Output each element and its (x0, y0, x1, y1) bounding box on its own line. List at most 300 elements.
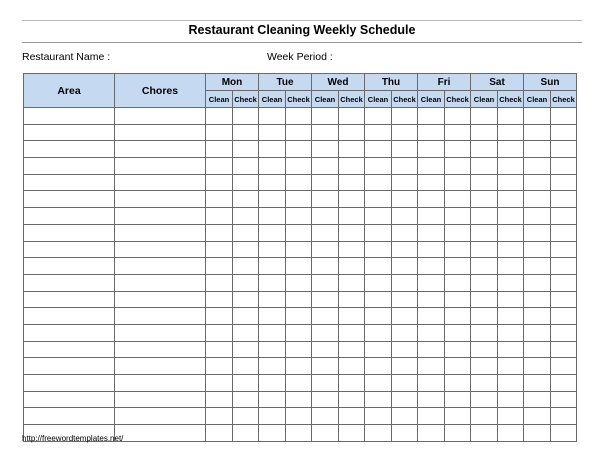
check-cell[interactable] (392, 124, 418, 141)
check-cell[interactable] (498, 308, 524, 325)
check-cell[interactable] (445, 324, 471, 341)
area-cell[interactable] (24, 408, 115, 425)
check-cell[interactable] (445, 141, 471, 158)
clean-cell[interactable] (524, 241, 551, 258)
clean-cell[interactable] (259, 141, 286, 158)
check-cell[interactable] (445, 358, 471, 375)
check-cell[interactable] (339, 425, 365, 442)
clean-cell[interactable] (206, 291, 233, 308)
clean-cell[interactable] (471, 274, 498, 291)
check-cell[interactable] (339, 341, 365, 358)
check-cell[interactable] (233, 375, 259, 392)
clean-cell[interactable] (471, 291, 498, 308)
clean-cell[interactable] (312, 391, 339, 408)
clean-cell[interactable] (259, 208, 286, 225)
check-cell[interactable] (551, 158, 577, 175)
clean-cell[interactable] (259, 391, 286, 408)
clean-cell[interactable] (312, 191, 339, 208)
area-cell[interactable] (24, 191, 115, 208)
clean-cell[interactable] (524, 141, 551, 158)
area-cell[interactable] (24, 291, 115, 308)
check-cell[interactable] (445, 291, 471, 308)
check-cell[interactable] (445, 241, 471, 258)
clean-cell[interactable] (418, 241, 445, 258)
chores-cell[interactable] (115, 241, 206, 258)
check-cell[interactable] (392, 191, 418, 208)
check-cell[interactable] (551, 308, 577, 325)
clean-cell[interactable] (471, 358, 498, 375)
clean-cell[interactable] (471, 208, 498, 225)
check-cell[interactable] (551, 408, 577, 425)
clean-cell[interactable] (259, 324, 286, 341)
chores-cell[interactable] (115, 258, 206, 275)
clean-cell[interactable] (365, 174, 392, 191)
clean-cell[interactable] (471, 258, 498, 275)
clean-cell[interactable] (418, 324, 445, 341)
clean-cell[interactable] (524, 174, 551, 191)
clean-cell[interactable] (471, 308, 498, 325)
check-cell[interactable] (551, 141, 577, 158)
check-cell[interactable] (498, 258, 524, 275)
check-cell[interactable] (339, 224, 365, 241)
clean-cell[interactable] (259, 291, 286, 308)
check-cell[interactable] (498, 108, 524, 125)
check-cell[interactable] (445, 341, 471, 358)
check-cell[interactable] (392, 324, 418, 341)
chores-cell[interactable] (115, 308, 206, 325)
check-cell[interactable] (445, 308, 471, 325)
check-cell[interactable] (551, 191, 577, 208)
clean-cell[interactable] (418, 358, 445, 375)
clean-cell[interactable] (206, 391, 233, 408)
clean-cell[interactable] (206, 375, 233, 392)
check-cell[interactable] (392, 208, 418, 225)
check-cell[interactable] (498, 174, 524, 191)
clean-cell[interactable] (365, 224, 392, 241)
check-cell[interactable] (551, 375, 577, 392)
check-cell[interactable] (498, 408, 524, 425)
clean-cell[interactable] (365, 241, 392, 258)
clean-cell[interactable] (312, 108, 339, 125)
check-cell[interactable] (551, 274, 577, 291)
chores-cell[interactable] (115, 358, 206, 375)
check-cell[interactable] (498, 375, 524, 392)
clean-cell[interactable] (418, 141, 445, 158)
clean-cell[interactable] (365, 358, 392, 375)
clean-cell[interactable] (418, 425, 445, 442)
clean-cell[interactable] (524, 124, 551, 141)
clean-cell[interactable] (312, 141, 339, 158)
check-cell[interactable] (445, 224, 471, 241)
clean-cell[interactable] (206, 224, 233, 241)
clean-cell[interactable] (365, 391, 392, 408)
clean-cell[interactable] (312, 224, 339, 241)
clean-cell[interactable] (259, 241, 286, 258)
area-cell[interactable] (24, 224, 115, 241)
clean-cell[interactable] (524, 391, 551, 408)
clean-cell[interactable] (206, 324, 233, 341)
check-cell[interactable] (392, 308, 418, 325)
check-cell[interactable] (445, 208, 471, 225)
chores-cell[interactable] (115, 324, 206, 341)
clean-cell[interactable] (312, 274, 339, 291)
check-cell[interactable] (445, 258, 471, 275)
check-cell[interactable] (498, 391, 524, 408)
clean-cell[interactable] (206, 141, 233, 158)
clean-cell[interactable] (524, 274, 551, 291)
check-cell[interactable] (286, 158, 312, 175)
check-cell[interactable] (339, 291, 365, 308)
check-cell[interactable] (233, 224, 259, 241)
clean-cell[interactable] (524, 291, 551, 308)
clean-cell[interactable] (524, 358, 551, 375)
clean-cell[interactable] (206, 274, 233, 291)
check-cell[interactable] (498, 224, 524, 241)
clean-cell[interactable] (206, 341, 233, 358)
clean-cell[interactable] (259, 341, 286, 358)
check-cell[interactable] (286, 391, 312, 408)
clean-cell[interactable] (312, 124, 339, 141)
check-cell[interactable] (233, 341, 259, 358)
area-cell[interactable] (24, 208, 115, 225)
check-cell[interactable] (339, 158, 365, 175)
check-cell[interactable] (392, 174, 418, 191)
check-cell[interactable] (498, 141, 524, 158)
check-cell[interactable] (339, 241, 365, 258)
check-cell[interactable] (339, 208, 365, 225)
chores-cell[interactable] (115, 191, 206, 208)
check-cell[interactable] (551, 174, 577, 191)
clean-cell[interactable] (365, 324, 392, 341)
clean-cell[interactable] (365, 108, 392, 125)
clean-cell[interactable] (259, 224, 286, 241)
area-cell[interactable] (24, 308, 115, 325)
check-cell[interactable] (551, 208, 577, 225)
clean-cell[interactable] (471, 375, 498, 392)
check-cell[interactable] (339, 375, 365, 392)
check-cell[interactable] (339, 308, 365, 325)
clean-cell[interactable] (471, 391, 498, 408)
check-cell[interactable] (445, 274, 471, 291)
clean-cell[interactable] (259, 375, 286, 392)
clean-cell[interactable] (206, 108, 233, 125)
check-cell[interactable] (392, 258, 418, 275)
clean-cell[interactable] (365, 291, 392, 308)
clean-cell[interactable] (365, 274, 392, 291)
clean-cell[interactable] (312, 174, 339, 191)
clean-cell[interactable] (418, 274, 445, 291)
chores-cell[interactable] (115, 425, 206, 442)
check-cell[interactable] (498, 124, 524, 141)
check-cell[interactable] (551, 108, 577, 125)
clean-cell[interactable] (259, 108, 286, 125)
check-cell[interactable] (286, 358, 312, 375)
area-cell[interactable] (24, 324, 115, 341)
check-cell[interactable] (233, 274, 259, 291)
check-cell[interactable] (233, 158, 259, 175)
check-cell[interactable] (286, 375, 312, 392)
check-cell[interactable] (286, 291, 312, 308)
check-cell[interactable] (286, 408, 312, 425)
check-cell[interactable] (286, 141, 312, 158)
check-cell[interactable] (286, 191, 312, 208)
clean-cell[interactable] (312, 208, 339, 225)
check-cell[interactable] (445, 108, 471, 125)
clean-cell[interactable] (524, 375, 551, 392)
clean-cell[interactable] (471, 408, 498, 425)
check-cell[interactable] (445, 375, 471, 392)
chores-cell[interactable] (115, 341, 206, 358)
clean-cell[interactable] (259, 408, 286, 425)
chores-cell[interactable] (115, 408, 206, 425)
check-cell[interactable] (339, 408, 365, 425)
check-cell[interactable] (498, 191, 524, 208)
check-cell[interactable] (233, 241, 259, 258)
clean-cell[interactable] (471, 191, 498, 208)
clean-cell[interactable] (259, 308, 286, 325)
clean-cell[interactable] (418, 291, 445, 308)
clean-cell[interactable] (312, 425, 339, 442)
check-cell[interactable] (392, 408, 418, 425)
check-cell[interactable] (498, 208, 524, 225)
check-cell[interactable] (445, 408, 471, 425)
clean-cell[interactable] (471, 124, 498, 141)
area-cell[interactable] (24, 174, 115, 191)
area-cell[interactable] (24, 141, 115, 158)
clean-cell[interactable] (524, 308, 551, 325)
check-cell[interactable] (286, 258, 312, 275)
clean-cell[interactable] (471, 158, 498, 175)
check-cell[interactable] (286, 208, 312, 225)
clean-cell[interactable] (524, 408, 551, 425)
check-cell[interactable] (233, 425, 259, 442)
clean-cell[interactable] (206, 191, 233, 208)
check-cell[interactable] (551, 224, 577, 241)
clean-cell[interactable] (524, 324, 551, 341)
check-cell[interactable] (286, 224, 312, 241)
clean-cell[interactable] (524, 158, 551, 175)
clean-cell[interactable] (312, 258, 339, 275)
clean-cell[interactable] (206, 124, 233, 141)
chores-cell[interactable] (115, 174, 206, 191)
clean-cell[interactable] (206, 358, 233, 375)
check-cell[interactable] (233, 174, 259, 191)
check-cell[interactable] (551, 241, 577, 258)
area-cell[interactable] (24, 341, 115, 358)
area-cell[interactable] (24, 241, 115, 258)
check-cell[interactable] (551, 291, 577, 308)
check-cell[interactable] (286, 425, 312, 442)
chores-cell[interactable] (115, 274, 206, 291)
clean-cell[interactable] (418, 124, 445, 141)
clean-cell[interactable] (471, 108, 498, 125)
area-cell[interactable] (24, 108, 115, 125)
check-cell[interactable] (233, 124, 259, 141)
check-cell[interactable] (286, 124, 312, 141)
clean-cell[interactable] (524, 208, 551, 225)
check-cell[interactable] (339, 191, 365, 208)
check-cell[interactable] (392, 358, 418, 375)
check-cell[interactable] (286, 241, 312, 258)
area-cell[interactable] (24, 358, 115, 375)
check-cell[interactable] (233, 408, 259, 425)
clean-cell[interactable] (259, 174, 286, 191)
clean-cell[interactable] (259, 158, 286, 175)
clean-cell[interactable] (312, 408, 339, 425)
check-cell[interactable] (392, 375, 418, 392)
check-cell[interactable] (339, 108, 365, 125)
clean-cell[interactable] (418, 391, 445, 408)
check-cell[interactable] (445, 391, 471, 408)
clean-cell[interactable] (312, 291, 339, 308)
check-cell[interactable] (339, 174, 365, 191)
check-cell[interactable] (392, 141, 418, 158)
check-cell[interactable] (498, 274, 524, 291)
check-cell[interactable] (233, 208, 259, 225)
check-cell[interactable] (286, 274, 312, 291)
clean-cell[interactable] (418, 408, 445, 425)
area-cell[interactable] (24, 124, 115, 141)
check-cell[interactable] (286, 174, 312, 191)
area-cell[interactable] (24, 158, 115, 175)
check-cell[interactable] (498, 291, 524, 308)
clean-cell[interactable] (206, 258, 233, 275)
check-cell[interactable] (339, 358, 365, 375)
clean-cell[interactable] (524, 258, 551, 275)
clean-cell[interactable] (471, 341, 498, 358)
clean-cell[interactable] (259, 124, 286, 141)
check-cell[interactable] (551, 324, 577, 341)
clean-cell[interactable] (524, 191, 551, 208)
check-cell[interactable] (551, 258, 577, 275)
clean-cell[interactable] (418, 375, 445, 392)
check-cell[interactable] (392, 291, 418, 308)
check-cell[interactable] (233, 258, 259, 275)
check-cell[interactable] (498, 341, 524, 358)
clean-cell[interactable] (365, 141, 392, 158)
check-cell[interactable] (445, 158, 471, 175)
clean-cell[interactable] (259, 274, 286, 291)
check-cell[interactable] (233, 308, 259, 325)
check-cell[interactable] (392, 341, 418, 358)
clean-cell[interactable] (418, 224, 445, 241)
clean-cell[interactable] (259, 425, 286, 442)
check-cell[interactable] (286, 324, 312, 341)
clean-cell[interactable] (259, 191, 286, 208)
check-cell[interactable] (233, 324, 259, 341)
area-cell[interactable] (24, 391, 115, 408)
clean-cell[interactable] (312, 358, 339, 375)
clean-cell[interactable] (418, 208, 445, 225)
chores-cell[interactable] (115, 141, 206, 158)
clean-cell[interactable] (206, 241, 233, 258)
clean-cell[interactable] (365, 191, 392, 208)
clean-cell[interactable] (524, 341, 551, 358)
clean-cell[interactable] (312, 375, 339, 392)
chores-cell[interactable] (115, 108, 206, 125)
clean-cell[interactable] (312, 324, 339, 341)
footer-url[interactable]: http://freewordtemplates.net/ (22, 434, 124, 443)
check-cell[interactable] (233, 141, 259, 158)
chores-cell[interactable] (115, 158, 206, 175)
clean-cell[interactable] (471, 241, 498, 258)
clean-cell[interactable] (365, 375, 392, 392)
check-cell[interactable] (392, 391, 418, 408)
clean-cell[interactable] (365, 208, 392, 225)
clean-cell[interactable] (206, 208, 233, 225)
check-cell[interactable] (233, 291, 259, 308)
clean-cell[interactable] (206, 158, 233, 175)
check-cell[interactable] (392, 158, 418, 175)
check-cell[interactable] (498, 241, 524, 258)
clean-cell[interactable] (206, 408, 233, 425)
check-cell[interactable] (286, 341, 312, 358)
check-cell[interactable] (339, 391, 365, 408)
clean-cell[interactable] (418, 258, 445, 275)
clean-cell[interactable] (206, 174, 233, 191)
chores-cell[interactable] (115, 391, 206, 408)
check-cell[interactable] (498, 358, 524, 375)
clean-cell[interactable] (524, 425, 551, 442)
area-cell[interactable] (24, 274, 115, 291)
check-cell[interactable] (339, 324, 365, 341)
clean-cell[interactable] (418, 191, 445, 208)
check-cell[interactable] (339, 124, 365, 141)
clean-cell[interactable] (365, 308, 392, 325)
check-cell[interactable] (445, 191, 471, 208)
check-cell[interactable] (286, 308, 312, 325)
clean-cell[interactable] (365, 158, 392, 175)
clean-cell[interactable] (312, 308, 339, 325)
check-cell[interactable] (445, 425, 471, 442)
chores-cell[interactable] (115, 208, 206, 225)
check-cell[interactable] (286, 108, 312, 125)
check-cell[interactable] (551, 358, 577, 375)
clean-cell[interactable] (365, 258, 392, 275)
clean-cell[interactable] (365, 341, 392, 358)
check-cell[interactable] (233, 358, 259, 375)
check-cell[interactable] (551, 341, 577, 358)
check-cell[interactable] (392, 425, 418, 442)
clean-cell[interactable] (312, 341, 339, 358)
check-cell[interactable] (445, 124, 471, 141)
check-cell[interactable] (339, 258, 365, 275)
check-cell[interactable] (498, 158, 524, 175)
clean-cell[interactable] (312, 241, 339, 258)
clean-cell[interactable] (365, 425, 392, 442)
clean-cell[interactable] (418, 308, 445, 325)
clean-cell[interactable] (312, 158, 339, 175)
clean-cell[interactable] (471, 174, 498, 191)
check-cell[interactable] (551, 391, 577, 408)
check-cell[interactable] (392, 224, 418, 241)
clean-cell[interactable] (471, 141, 498, 158)
clean-cell[interactable] (471, 425, 498, 442)
check-cell[interactable] (233, 191, 259, 208)
check-cell[interactable] (498, 425, 524, 442)
check-cell[interactable] (498, 324, 524, 341)
check-cell[interactable] (233, 391, 259, 408)
clean-cell[interactable] (259, 358, 286, 375)
check-cell[interactable] (392, 108, 418, 125)
check-cell[interactable] (445, 174, 471, 191)
check-cell[interactable] (392, 241, 418, 258)
check-cell[interactable] (551, 425, 577, 442)
chores-cell[interactable] (115, 375, 206, 392)
area-cell[interactable] (24, 258, 115, 275)
clean-cell[interactable] (418, 341, 445, 358)
clean-cell[interactable] (365, 124, 392, 141)
